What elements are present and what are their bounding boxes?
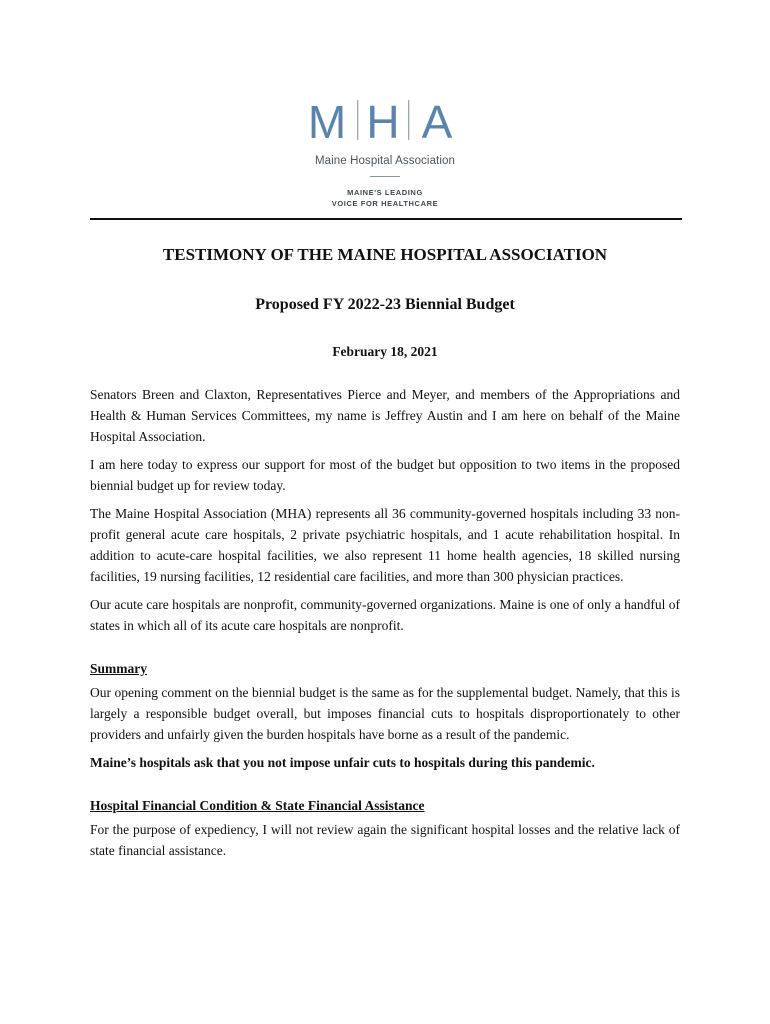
logo-divider-2	[408, 100, 409, 140]
logo-rule	[370, 176, 400, 177]
paragraph-nonprofit: Our acute care hospitals are nonprofit, community-governed organizations. Maine is one of only a handful of states in which all of its acute care hospitals are nonprofit.	[90, 597, 680, 633]
logo-letter-m: M	[307, 96, 347, 144]
logo-letter-h: H	[366, 96, 400, 144]
paragraph-intro: Senators Breen and Claxton, Representatives Pierce and Meyer, and members of the Appropriations and Health & Human Services Committees, my name is Jeffrey Austin and I am here on behalf of the Maine Hospital Association.	[90, 387, 680, 444]
financial-heading: Hospital Financial Condition & State Financial Assistance	[90, 798, 425, 813]
header-rule	[90, 218, 682, 220]
logo-tagline-1: MAINE'S LEADING	[347, 188, 423, 197]
logo-letter-a: A	[421, 96, 453, 144]
summary-bold-statement: Maine’s hospitals ask that you not impose unfair cuts to hospitals during this pandemic.	[90, 755, 595, 770]
logo-divider-1	[357, 100, 358, 140]
financial-paragraph: For the purpose of expediency, I will not review again the significant hospital losses and the relative lack of state financial assistance.	[90, 822, 680, 858]
paragraph-support: I am here today to express our support for most of the budget but opposition to two items in the proposed biennial budget up for review today.	[90, 457, 680, 493]
mha-letters-graphic	[305, 96, 465, 144]
mha-logo	[0, 96, 770, 209]
summary-heading: Summary	[90, 661, 147, 676]
document-title: TESTIMONY OF THE MAINE HOSPITAL ASSOCIATION	[162, 245, 608, 264]
mha-logo-mark	[305, 96, 465, 149]
paragraph-mha-represents: The Maine Hospital Association (MHA) represents all 36 community-governed hospitals including 33 non-profit general acute care hospitals, 2 private psychiatric hospitals, and 1 acute rehabilitation hospital. In addition to acute-care hospital facilities, we also represent 11 home health agencies, 18 skilled nursing facilities, 19 nursing facilities, 12 residential care facilities, and more than 300 physician practices.	[90, 506, 680, 584]
logo-organization-name: Maine Hospital Association	[314, 155, 456, 167]
document-date: February 18, 2021	[332, 344, 438, 359]
logo-tagline-2: VOICE FOR HEALTHCARE	[331, 199, 439, 208]
summary-paragraph: Our opening comment on the biennial budget is the same as for the supplemental budget. Namely, that this is largely a responsible budget overall, but imposes financial cuts to hospitals disproportionately to other providers and unfairly given the burden hospitals have borne as a result of the pandemic.	[90, 685, 680, 742]
document-body	[90, 242, 680, 868]
document-subtitle: Proposed FY 2022-23 Biennial Budget	[255, 296, 515, 313]
